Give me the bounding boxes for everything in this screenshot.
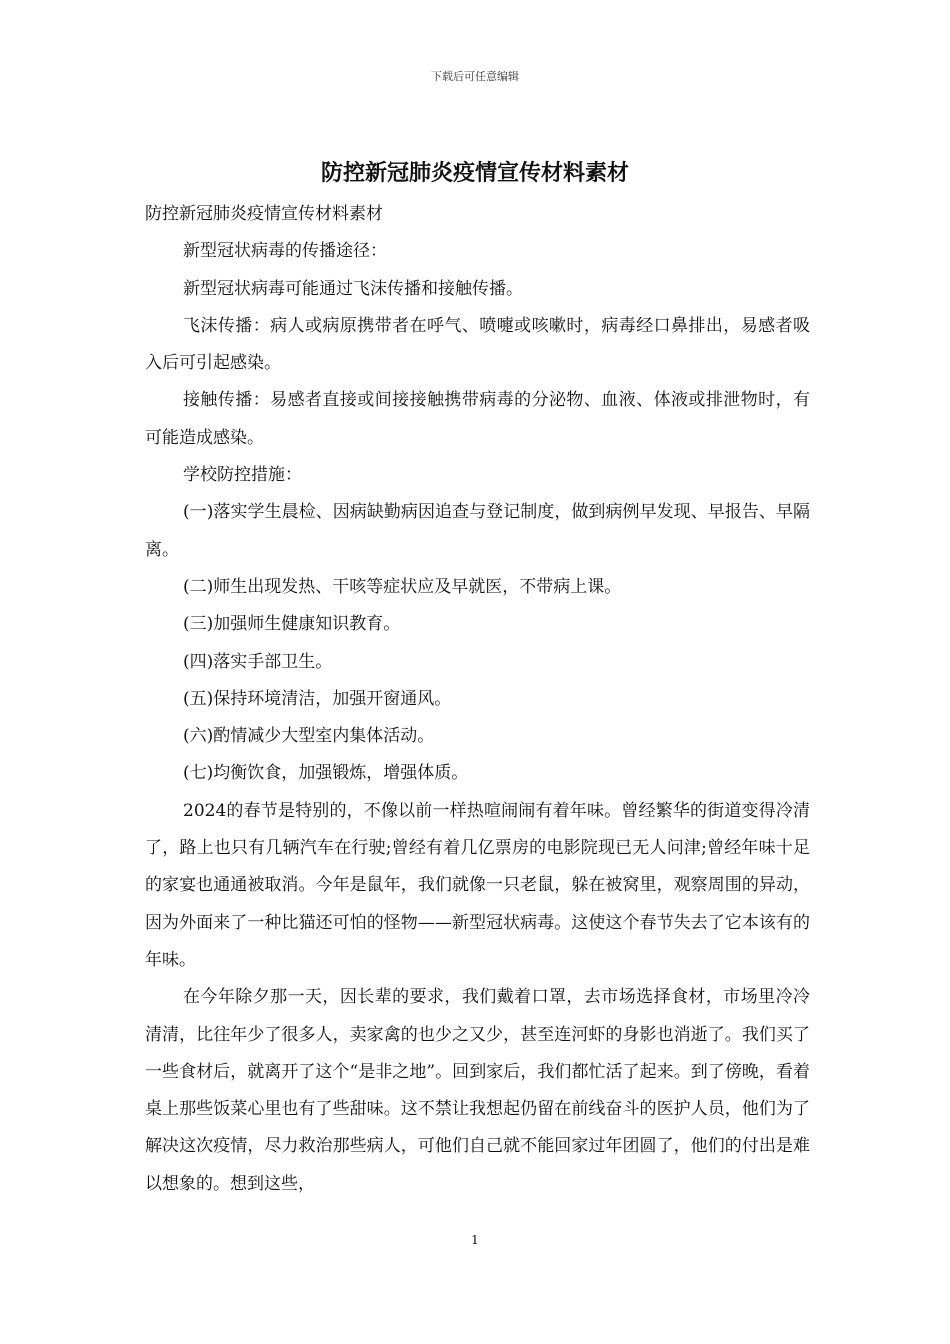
paragraph: 接触传播：易感者直接或间接接触携带病毒的分泌物、血液、体液或排泄物时，有可能造成感染。 xyxy=(145,390,810,448)
list-item: (四)落实手部卫生。 xyxy=(183,651,333,672)
paragraph: 2024的春节是特别的，不像以前一样热喧闹闹有着年味。曾经繁华的街道变得冷清了，路上也只有几辆汽车在行驶;曾经有着几亿票房的电影院现已无人问津;曾经年味十足的家宴也通通被取消。今年是鼠年，我们就像一只老鼠，躲在被窝里，观察周围的异动，因为外面来了一种比猫还可怕的怪物——新型冠状病毒。这使这个春节失去了它本该有的年味。 xyxy=(145,800,810,970)
paragraph: 学校防控措施： xyxy=(183,465,302,486)
list-item: (三)加强师生健康知识教育。 xyxy=(183,614,401,635)
list-item: (一)落实学生晨检、因病缺勤病因追查与登记制度，做到病例早发现、早报告、早隔离。 xyxy=(145,502,810,560)
document-body xyxy=(145,196,810,1203)
list-item: (七)均衡饮食，加强锻炼，增强体质。 xyxy=(183,763,469,784)
paragraph: 在今年除夕那一天，因长辈的要求，我们戴着口罩，去市场选择食材，市场里冷冷清清，比往年少了很多人，卖家禽的也少之又少，甚至连河虾的身影也消逝了。我们买了一些食材后，就离开了这个“是非之地”。回到家后，我们都忙活了起来。到了傍晚，看着桌上那些饭菜心里也有了些甜味。这不禁让我想起仍留在前线奋斗的医护人员，他们为了解决这次疫情，尽力救治那些病人，可他们自己就不能回家过年团圆了，他们的付出是难以想象的。想到这些， xyxy=(145,987,810,1194)
paragraph: 新型冠状病毒可能通过飞沫传播和接触传播。 xyxy=(183,278,523,299)
document-title: 防控新冠肺炎疫情宣传材料素材 xyxy=(320,160,629,186)
page-number: 1 xyxy=(471,1233,479,1247)
list-item: (五)保持环境清洁，加强开窗通风。 xyxy=(183,688,452,709)
document-subtitle: 防控新冠肺炎疫情宣传材料素材 xyxy=(145,204,383,224)
paragraph: 新型冠状病毒的传播途径： xyxy=(183,241,387,262)
paragraph: 飞沫传播：病人或病原携带者在呼气、喷嚏或咳嗽时，病毒经口鼻排出，易感者吸入后可引起感染。 xyxy=(145,315,810,374)
header-note: 下载后可任意编辑 xyxy=(431,70,519,83)
list-item: (二)师生出现发热、干咳等症状应及早就医，不带病上课。 xyxy=(183,576,622,597)
list-item: (六)酌情减少大型室内集体活动。 xyxy=(183,726,435,747)
